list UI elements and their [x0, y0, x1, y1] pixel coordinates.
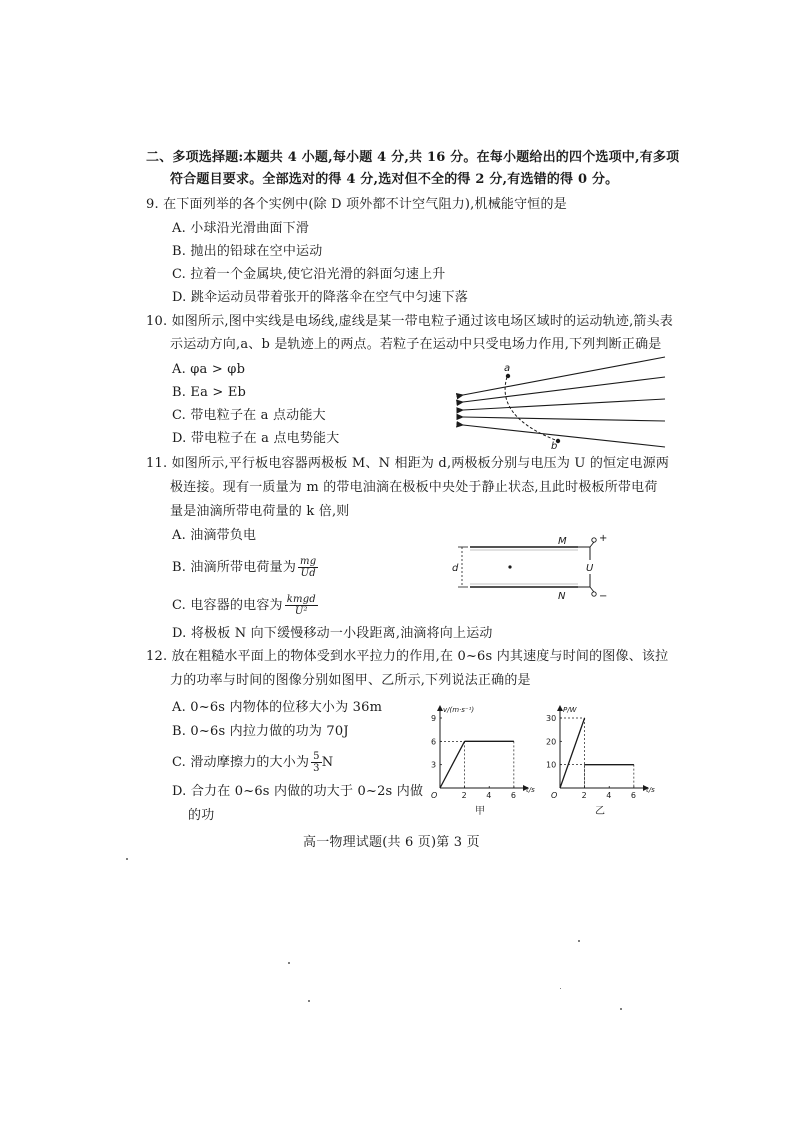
q9-stem: 9. 在下面列举的各个实例中(除 D 项外都不计空气阻力),机械能守恒的是 — [146, 197, 567, 212]
chart1-caption: 乙 — [595, 806, 605, 817]
chart0-x-tick-label: 2 — [461, 791, 467, 800]
trajectory-dashed — [505, 377, 558, 441]
chart-power-time — [540, 702, 660, 820]
field-line-4 — [463, 417, 665, 421]
chart0-y-label: v/(m·s⁻¹) — [443, 706, 475, 714]
chart0-data-segment — [440, 741, 465, 788]
chart1-origin-label: O — [551, 791, 558, 800]
label-m: M — [558, 536, 567, 547]
frac-numerator: kmgd — [286, 594, 316, 605]
field-line-3 — [463, 399, 665, 410]
section-title-line2: 符合题目要求。全部选对的得 4 分,选对但不全的得 2 分,有选错的得 0 分。 — [170, 172, 619, 187]
chart0-y-tick-label: 9 — [431, 714, 437, 723]
label-u: U — [586, 563, 594, 574]
frac-numerator: mg — [300, 556, 317, 567]
q10-stem-line1: 10. 如图所示,图中实线是电场线,虚线是某一带电粒子通过该电场区域时的运动轨迹,箭头表 — [146, 314, 674, 329]
oil-drop — [508, 565, 511, 568]
q10-field-figure — [455, 355, 670, 450]
point-a — [506, 374, 510, 378]
chart0-y-tick-label: 3 — [431, 760, 437, 770]
q12-option-a: A. 0~6s 内物体的位移大小为 36m — [172, 700, 383, 715]
q12-option-d-line2: 的功 — [188, 808, 215, 823]
q12-stem-line1: 12. 放在粗糙水平面上的物体受到水平拉力的作用,在 0~6s 内其速度与时间的图像、该拉 — [146, 649, 669, 664]
chart0-caption: 甲 — [475, 806, 485, 817]
q10-option-b: B. Ea > Eb — [172, 385, 247, 400]
q11-option-a: A. 油滴带负电 — [172, 528, 257, 543]
q9-option-d: D. 跳伞运动员带着张开的降落伞在空气中匀速下落 — [172, 290, 469, 305]
chart-velocity-time — [420, 702, 540, 820]
label-b: b — [551, 441, 558, 450]
q12-option-c-unit: N — [321, 755, 334, 770]
q9-option-c: C. 拉着一个金属块,使它沿光滑的斜面匀速上升 — [172, 267, 446, 282]
q11-option-b-text: B. 油滴所带电荷量为 — [172, 560, 297, 575]
chart1-y-tick-label: 10 — [546, 760, 557, 770]
chart1-x-tick-label: 4 — [606, 791, 612, 800]
label-plus: + — [599, 533, 608, 544]
q9-option-b: B. 抛出的铅球在空中运动 — [172, 244, 323, 259]
q11-stem-line3: 量是油滴所带电荷量的 k 倍,则 — [170, 504, 350, 519]
chart1-y-tick-label: 20 — [546, 737, 557, 747]
section-title-line1: 二、多项选择题:本题共 4 小题,每小题 4 分,共 16 分。在每小题给出的四个选项中,有多项 — [146, 150, 680, 165]
q11-option-c — [172, 594, 318, 617]
chart0-y-tick-label: 6 — [431, 737, 437, 747]
chart0-origin-label: O — [431, 791, 438, 800]
chart1-x-tick-label: 6 — [630, 791, 636, 800]
q12-option-d-line1: D. 合力在 0~6s 内做的功大于 0~2s 内做 — [172, 784, 424, 799]
q12-stem-line2: 力的功率与时间的图像分别如图甲、乙所示,下列说法正确的是 — [170, 673, 531, 688]
q10-option-c: C. 带电粒子在 a 点动能大 — [172, 408, 326, 423]
frac-denominator: U² — [294, 606, 308, 617]
frac-numerator: 5 — [313, 751, 320, 762]
frac-denominator: Ud — [300, 568, 316, 579]
q11-option-b — [172, 556, 318, 579]
label-a: a — [504, 363, 511, 374]
q11-stem-line2: 极连接。现有一质量为 m 的带电油滴在极板中央处于静止状态,且此时极板所带电荷 — [170, 480, 658, 495]
q11-option-c-fraction — [285, 594, 318, 617]
label-n: N — [558, 591, 566, 602]
chart0-x-tick-label: 4 — [486, 791, 492, 800]
q10-option-a: A. φa > φb — [172, 362, 246, 377]
chart0-x-label: t/s — [526, 786, 535, 794]
chart1-data-segment — [560, 718, 585, 788]
q12-option-c-text: C. 滑动摩擦力的大小为 — [172, 755, 310, 770]
chart1-x-label: t/s — [646, 786, 655, 794]
q12-option-b: B. 0~6s 内拉力做的功为 70J — [172, 724, 349, 739]
chart1-y-tick-label: 30 — [546, 714, 557, 723]
chart1-y-label: P/W — [563, 706, 577, 714]
q11-option-b-fraction — [298, 556, 318, 579]
q12-option-c-fraction — [311, 751, 322, 774]
q11-option-d: D. 将极板 N 向下缓慢移动一小段距离,油滴将向上运动 — [172, 626, 493, 641]
field-line-5 — [463, 425, 665, 447]
chart1-x-tick-label: 2 — [581, 791, 587, 800]
label-d: d — [452, 563, 459, 574]
q11-option-c-text: C. 电容器的电容为 — [172, 598, 283, 613]
chart0-x-tick-label: 6 — [510, 791, 516, 800]
frac-denominator: 3 — [313, 763, 320, 774]
page-footer: 高一物理试题(共 6 页)第 3 页 — [303, 835, 480, 850]
label-minus: − — [599, 591, 608, 602]
q9-option-a: A. 小球沿光滑曲面下滑 — [172, 221, 310, 236]
q12-option-c — [172, 751, 333, 774]
q10-stem-line2: 示运动方向,a、b 是轨迹上的两点。若粒子在运动中只受电场力作用,下列判断正确是 — [170, 337, 662, 352]
q11-stem-line1: 11. 如图所示,平行板电容器两极板 M、N 相距为 d,两极板分别与电压为 U 的恒定电源两 — [146, 456, 670, 471]
q11-capacitor-figure — [450, 532, 610, 602]
q10-option-d: D. 带电粒子在 a 点电势能大 — [172, 431, 340, 446]
